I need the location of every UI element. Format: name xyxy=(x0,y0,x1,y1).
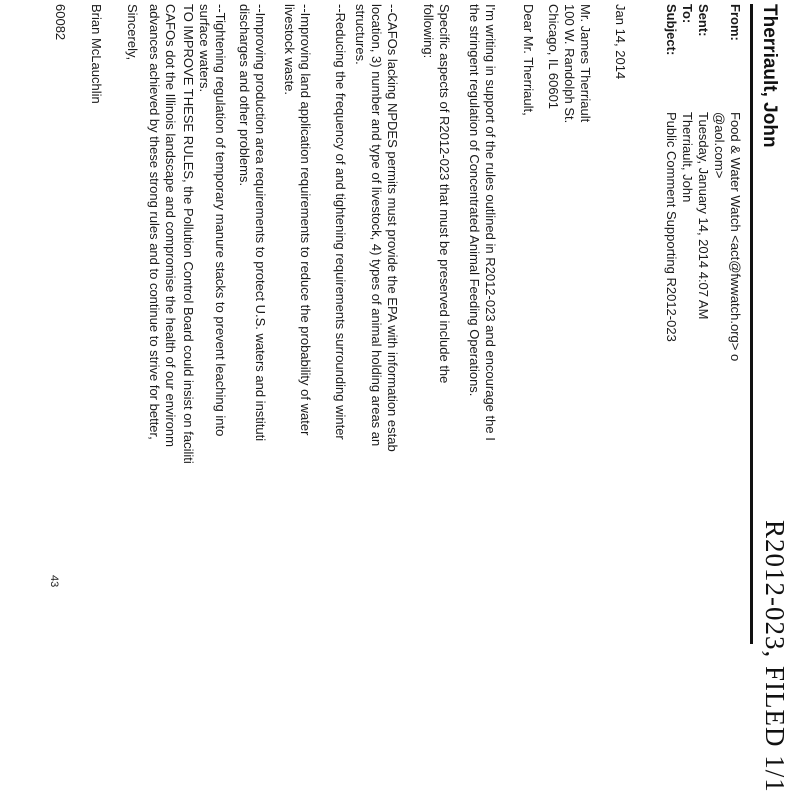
paragraph-intro xyxy=(466,4,498,441)
text-line: location, 3) number and type of livestock, 4) types of animal holding areas an xyxy=(369,4,384,447)
header-label-from: From: xyxy=(728,4,743,41)
salutation: Dear Mr. Therriault, xyxy=(521,4,536,116)
paragraph-manure-stacks xyxy=(196,4,228,436)
text-line: livestock waste. xyxy=(282,4,297,96)
text-line: --CAFOs lacking NPDES permits must provide the EPA with information estab xyxy=(385,4,400,452)
header-value-sent: Tuesday, January 14, 2014 4:07 AM xyxy=(696,112,711,320)
paragraph-cafos xyxy=(146,4,178,447)
text-line: Specific aspects of R2012-023 that must be preserved include the xyxy=(437,4,452,384)
text-line: structures. xyxy=(353,4,368,65)
paragraph-production-area xyxy=(236,4,268,441)
text-line: surface waters. xyxy=(197,4,212,93)
text-line: --Improving land application requirements to reduce the probability of water xyxy=(298,4,313,436)
header-divider xyxy=(750,4,753,644)
text-line: I'm writing in support of the rules outlined in R2012-023 and encourage the I xyxy=(483,4,498,441)
letter-date: Jan 14, 2014 xyxy=(613,4,628,80)
header-label-sent: Sent: xyxy=(696,4,711,37)
header-value-subject: Public Comment Supporting R2012-023 xyxy=(664,112,679,342)
paragraph-land-application xyxy=(281,4,313,435)
text-line: advances achieved by these strong rules and to continue to strive for better, xyxy=(147,4,162,440)
text-line: --Improving production area requirements to protect U.S. waters and instituti xyxy=(253,4,268,442)
text-line: following: xyxy=(421,4,436,59)
text-line: the stringent regulation of Concentrated Animal Feeding Operations. xyxy=(467,4,482,397)
address-line: Mr. James Therriault xyxy=(578,4,593,123)
header-label-subject: Subject: xyxy=(664,4,679,56)
header-value-from: Food & Water Watch <act@fwwatch.org> o xyxy=(728,112,743,362)
header-value-to: Therriault, John xyxy=(680,112,695,203)
paragraph-npdes xyxy=(352,4,400,452)
signer-code: 60082 xyxy=(53,4,68,41)
header-label-to: To: xyxy=(680,4,695,24)
paragraph-aspects xyxy=(420,4,452,383)
signer-name: Brian McLauchlin xyxy=(89,4,104,104)
text-line: --Tightening regulation of temporary manure stacks to prevent leaching into xyxy=(213,4,228,437)
sender-name: Therriault, John xyxy=(759,4,780,148)
closing: Sincerely, xyxy=(125,4,140,61)
paragraph-winter xyxy=(332,4,348,440)
filing-stamp: R2012-023, FILED 1/1 xyxy=(760,520,790,793)
address-line: Chicago, IL 60601 xyxy=(546,4,561,110)
text-line: TO IMPROVE THESE RULES, the Pollution Control Board could insist on faciliti xyxy=(181,4,196,464)
paragraph-improve-rules xyxy=(180,4,196,464)
text-line: CAFOs dot the Illinois landscape and compromise the health of our environm xyxy=(163,4,178,447)
text-line: discharges and other problems. xyxy=(237,4,252,187)
header-value-from-continued: @aol.com> xyxy=(712,112,727,179)
address-line: 100 W. Randolph St. xyxy=(562,4,577,124)
page-number: 43 xyxy=(48,575,60,588)
text-line: --Reducing the frequency of and tightening requirements surrounding winter xyxy=(333,4,348,440)
